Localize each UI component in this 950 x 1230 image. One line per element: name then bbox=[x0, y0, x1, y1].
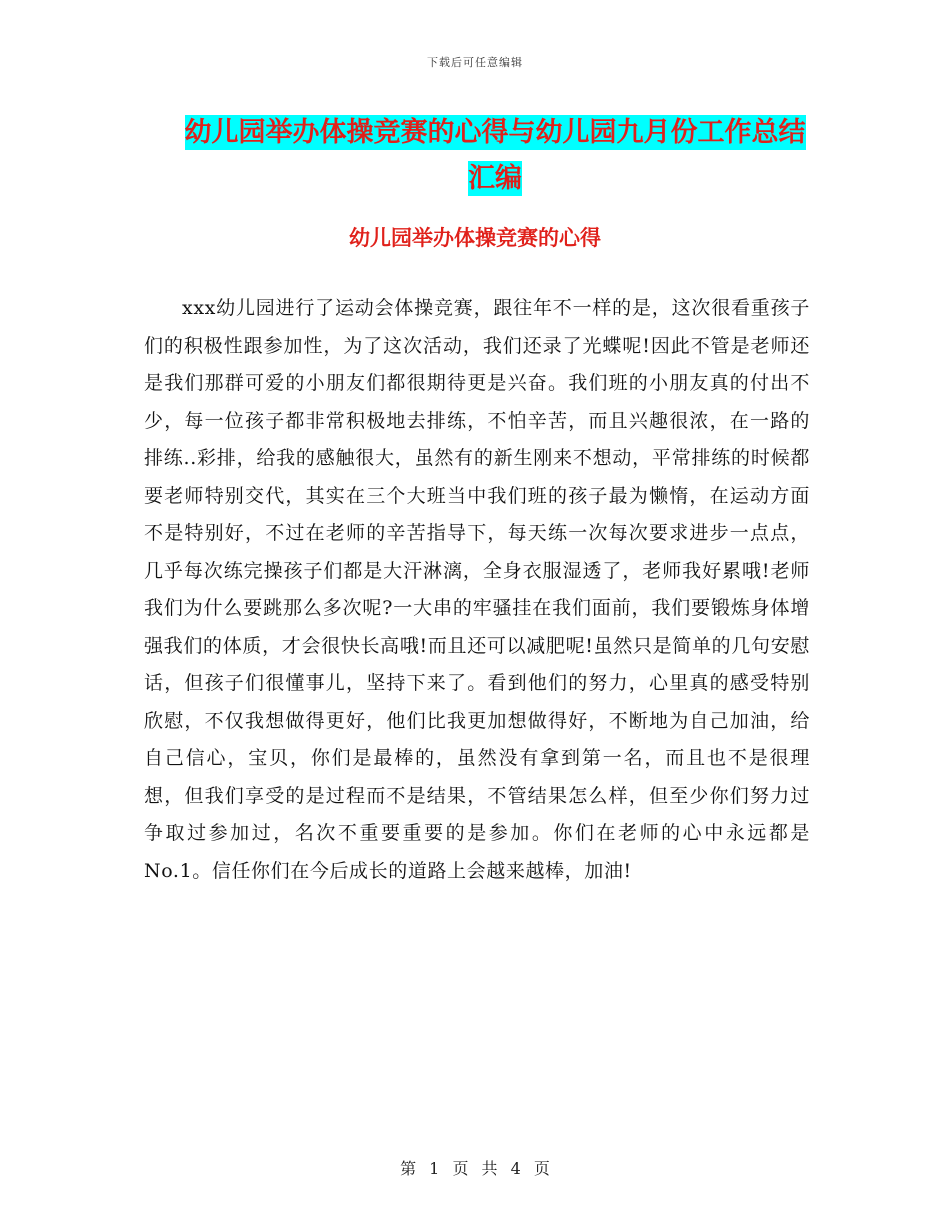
body-paragraph: xxx幼儿园进行了运动会体操竞赛，跟往年不一样的是，这次很看重孩子们的积极性跟参加性，为了这次活动，我们还录了光蝶呢!因此不管是老师还是我们那群可爱的小朋友们都很期待更是兴奋。我们班的小朋友真的付出不少，每一位孩子都非常积极地去排练，不怕辛苦，而且兴趣很浓，在一路的排练..彩排，给我的感触很大，虽然有的新生刚来不想动，平常排练的时候都要老师特别交代，其实在三个大班当中我们班的孩子最为懒惰，在运动方面不是特别好，不过在老师的辛苦指导下，每天练一次每次要求进步一点点，几乎每次练完操孩子们都是大汗淋漓，全身衣服湿透了，老师我好累哦!老师我们为什么要跳那么多次呢?一大串的牢骚挂在我们面前，我们要锻炼身体增强我们的体质，才会很快长高哦!而且还可以减肥呢!虽然只是简单的几句安慰话，但孩子们很懂事儿，坚持下来了。看到他们的努力，心里真的感受特别欣慰，不仅我想做得更好，他们比我更加想做得好，不断地为自己加油，给自己信心，宝贝，你们是最棒的，虽然没有拿到第一名，而且也不是很理想，但我们享受的是过程而不是结果，不管结果怎么样，但至少你们努力过争取过参加过，名次不重要重要的是参加。你们在老师的心中永远都是No.1。信任你们在今后成长的道路上会越来越棒，加油! bbox=[144, 297, 810, 882]
document-title-line-1: 幼儿园举办体操竞赛的心得与幼儿园九月份工作总结 bbox=[184, 117, 806, 148]
document-title-line-2: 汇编 bbox=[468, 163, 522, 194]
section-title: 幼儿园举办体操竞赛的心得 bbox=[349, 226, 601, 250]
header-note: 下载后可任意编辑 bbox=[427, 56, 523, 69]
page-number-footer: 第 1 页 共 4 页 bbox=[400, 1159, 550, 1178]
document-title bbox=[160, 110, 830, 202]
